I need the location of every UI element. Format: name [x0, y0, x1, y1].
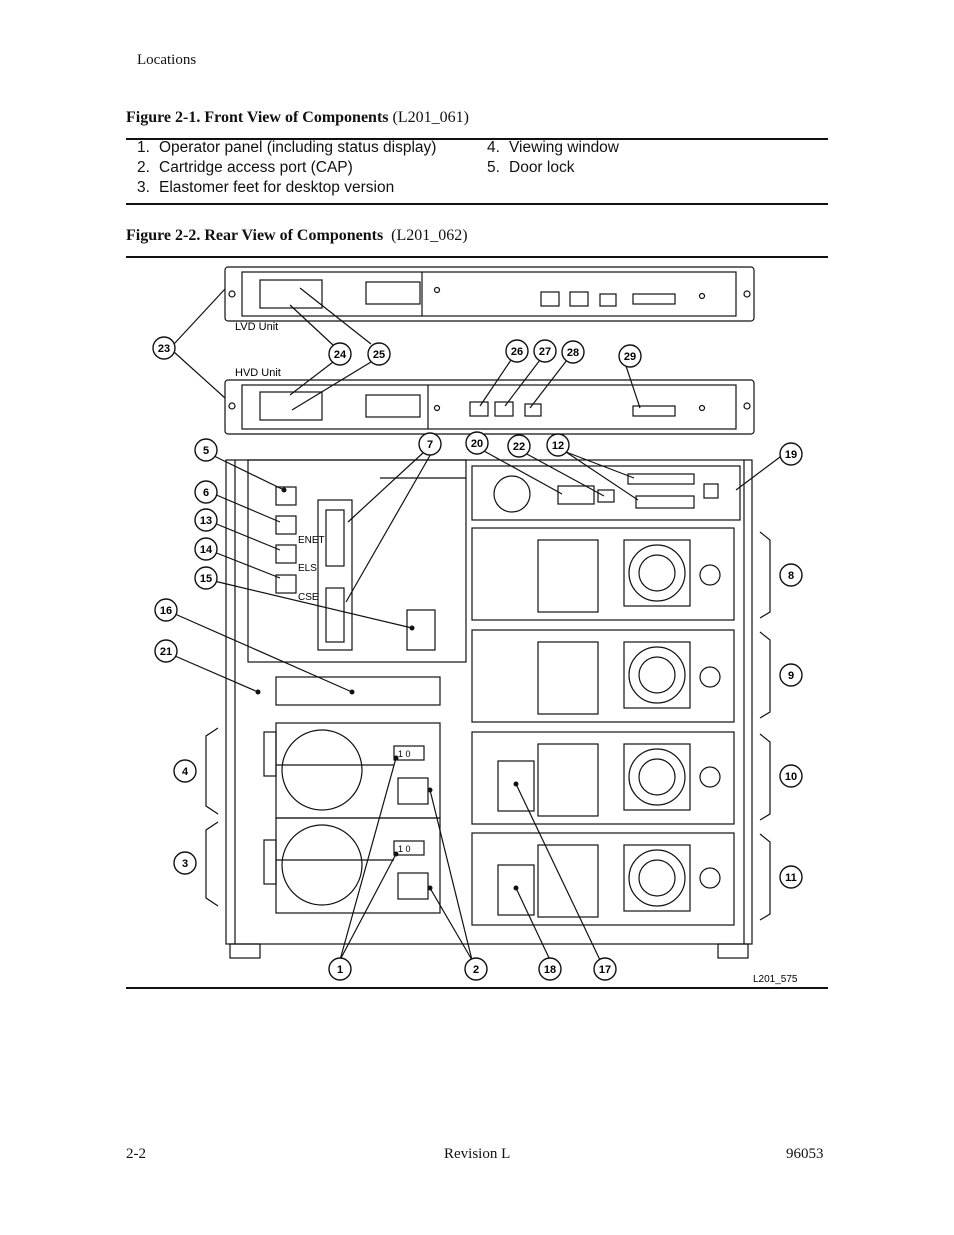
callout-label: 25: [372, 349, 386, 361]
callout-1: [329, 958, 351, 980]
callout-label: 6: [202, 487, 210, 499]
lvd-unit-label: LVD Unit: [235, 321, 279, 333]
callout-label: 16: [159, 605, 173, 617]
legend-item: 4. Viewing window: [487, 139, 619, 156]
figure-2-bottom-rule: [126, 987, 828, 989]
callout-14: [195, 538, 217, 560]
callout-label: 8: [787, 570, 795, 582]
cse-label: CSE: [298, 592, 319, 603]
callout-label: 4: [181, 766, 189, 778]
callout-20: [466, 432, 488, 454]
legend-item: 1. Operator panel (including status display): [137, 139, 437, 156]
callout-9: [780, 664, 802, 686]
callout-label: 24: [333, 349, 347, 361]
callout-12: [547, 434, 569, 456]
callout-23: [153, 337, 175, 359]
power-switch-label: 1 0: [398, 844, 411, 854]
callout-25: [368, 343, 390, 365]
callout-26: [506, 340, 528, 362]
callout-label: 11: [785, 872, 797, 884]
callout-label: 14: [199, 544, 213, 556]
els-label: ELS: [298, 563, 317, 574]
callout-label: 19: [784, 449, 798, 461]
callout-label: 17: [598, 964, 612, 976]
hvd-power-inlet: [260, 392, 322, 420]
figure-1-number: Figure 2-1.: [126, 109, 201, 126]
enet-port: [276, 516, 296, 534]
callout-2: [465, 958, 487, 980]
callout-22: [508, 435, 530, 457]
legend-item: 5. Door lock: [487, 159, 575, 176]
figure-2-title: Rear View of Components: [204, 227, 384, 244]
callout-17: [594, 958, 616, 980]
document-number: 96053: [786, 1146, 824, 1162]
callout-label: 29: [623, 351, 637, 363]
callout-label: 20: [470, 438, 484, 450]
drive-bays: [472, 528, 734, 925]
els-port: [276, 545, 296, 563]
figure-2-number: Figure 2-2.: [126, 227, 201, 244]
callout-15: [195, 567, 217, 589]
callout-24: [329, 343, 351, 365]
callout-10: [780, 765, 802, 787]
callout-28: [562, 341, 584, 363]
callout-5: [195, 439, 217, 461]
callout-label: 22: [512, 441, 526, 453]
callout-label: 5: [202, 445, 210, 457]
figure-2-code: (L201_062): [391, 227, 468, 244]
callout-label: 13: [199, 515, 213, 527]
callout-13: [195, 509, 217, 531]
callout-29: [619, 345, 641, 367]
callout-label: 28: [566, 347, 580, 359]
callout-3: [174, 852, 196, 874]
callout-21: [155, 640, 177, 662]
callout-11: [780, 866, 802, 888]
callout-label: 26: [510, 346, 524, 358]
callout-label: 2: [472, 964, 480, 976]
hvd-unit-label: HVD Unit: [235, 367, 281, 379]
controller-panel: [248, 460, 466, 662]
legend-item: 2. Cartridge access port (CAP): [137, 159, 353, 176]
callout-label: 15: [199, 573, 213, 585]
drawing-code: L201_575: [753, 974, 798, 985]
enet-label: ENET: [298, 535, 325, 546]
callout-label: 1: [336, 964, 344, 976]
callout-label: 21: [159, 646, 173, 658]
callout-27: [534, 340, 556, 362]
callout-16: [155, 599, 177, 621]
callout-6: [195, 481, 217, 503]
callout-label: 9: [787, 670, 795, 682]
lvd-power-inlet: [260, 280, 322, 308]
running-header: Locations: [137, 52, 197, 68]
callout-7: [419, 433, 441, 455]
callout-4: [174, 760, 196, 782]
callout-label: 27: [538, 346, 552, 358]
figure-1-title: Front View of Components: [204, 109, 389, 126]
callout-label: 18: [543, 964, 557, 976]
callout-label: 12: [551, 440, 565, 452]
revision-label: Revision L: [444, 1146, 511, 1162]
legend-item: 3. Elastomer feet for desktop version: [137, 179, 395, 196]
callout-label: 10: [784, 771, 798, 783]
callout-19: [780, 443, 802, 465]
callout-label: 7: [426, 439, 434, 451]
callout-8: [780, 564, 802, 586]
page-number: 2-2: [126, 1146, 146, 1162]
figure-1-code: (L201_061): [392, 109, 469, 126]
callout-18: [539, 958, 561, 980]
power-switch-label: 1 0: [398, 749, 411, 759]
callout-label: 23: [157, 343, 171, 355]
callout-label: 3: [181, 858, 189, 870]
